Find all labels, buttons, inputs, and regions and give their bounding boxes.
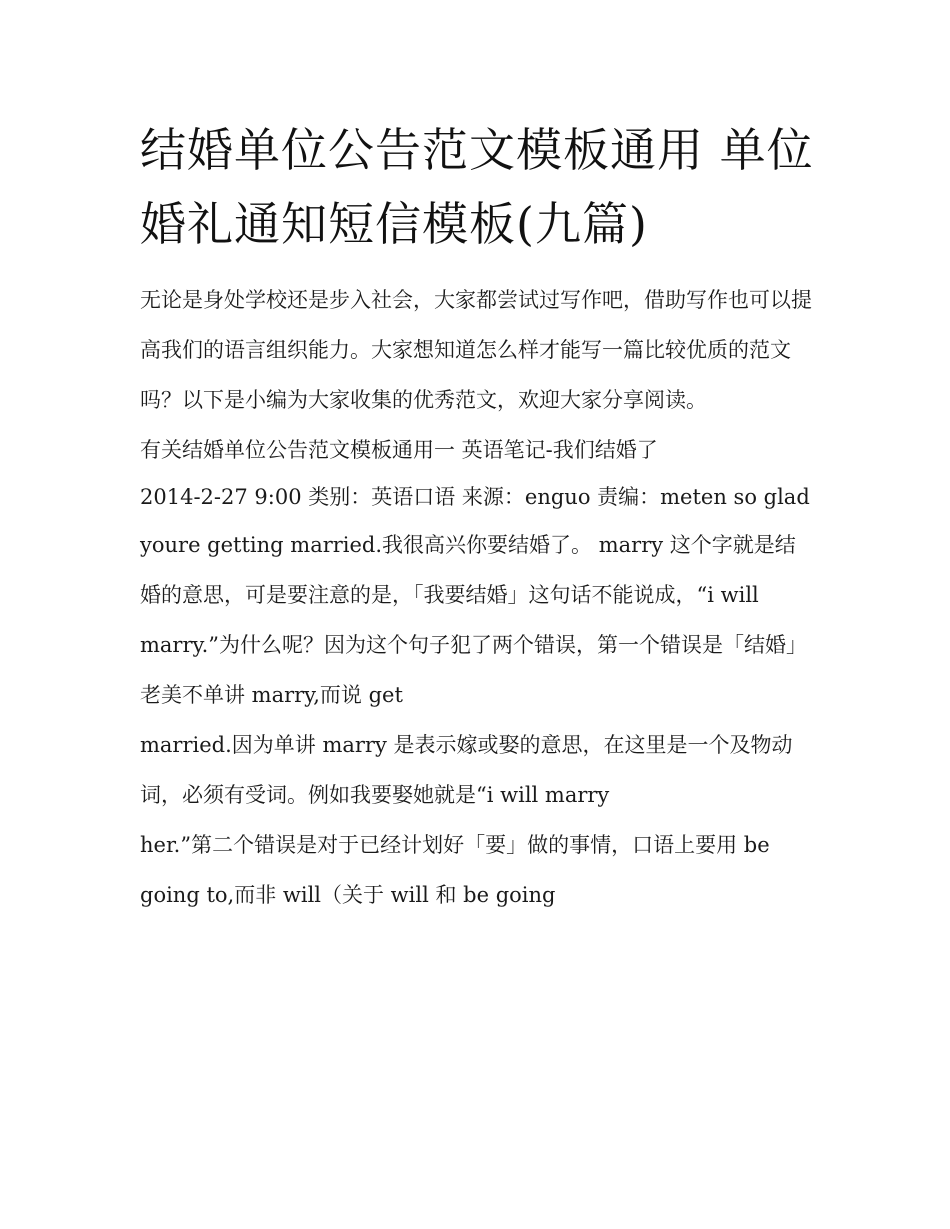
body-paragraph: her.”第二个错误是对于已经计划好「要」做的事情，口语上要用 be going to,而非 will（关于 will 和 be going: [140, 833, 770, 907]
intro-paragraph: 无论是身处学校还是步入社会，大家都尝试过写作吧，借助写作也可以提高我们的语言组织能力。大家想知道怎么样才能写一篇比较优质的范文吗？以下是小编为大家收集的优秀范文，欢迎大家分享阅读。: [140, 288, 812, 412]
meta-line: 2014-2-27 9:00 类别：英语口语 来源：enguo 责编：meten so glad: [140, 485, 810, 509]
document-page: [140, 113, 816, 920]
body-paragraph: married.因为单讲 marry 是表示嫁或娶的意思，在这里是一个及物动词，必须有受词。例如我要娶她就是“i will marry: [140, 733, 793, 807]
body-paragraph: youre getting married.我很高兴你要结婚了。 marry 这个字就是结婚的意思，可是要注意的是，「我要结婚」这句话不能说成，“i will: [140, 533, 796, 607]
document-title: 结婚单位公告范文模板通用 单位婚礼通知短信模板(九篇): [140, 123, 814, 251]
body-paragraph: marry.”为什么呢？因为这个句子犯了两个错误，第一个错误是「结婚」老美不单讲 marry,而说 get: [140, 633, 807, 707]
document-body: [140, 275, 816, 920]
section-heading: 有关结婚单位公告范文模板通用一 英语笔记-我们结婚了: [140, 438, 658, 462]
